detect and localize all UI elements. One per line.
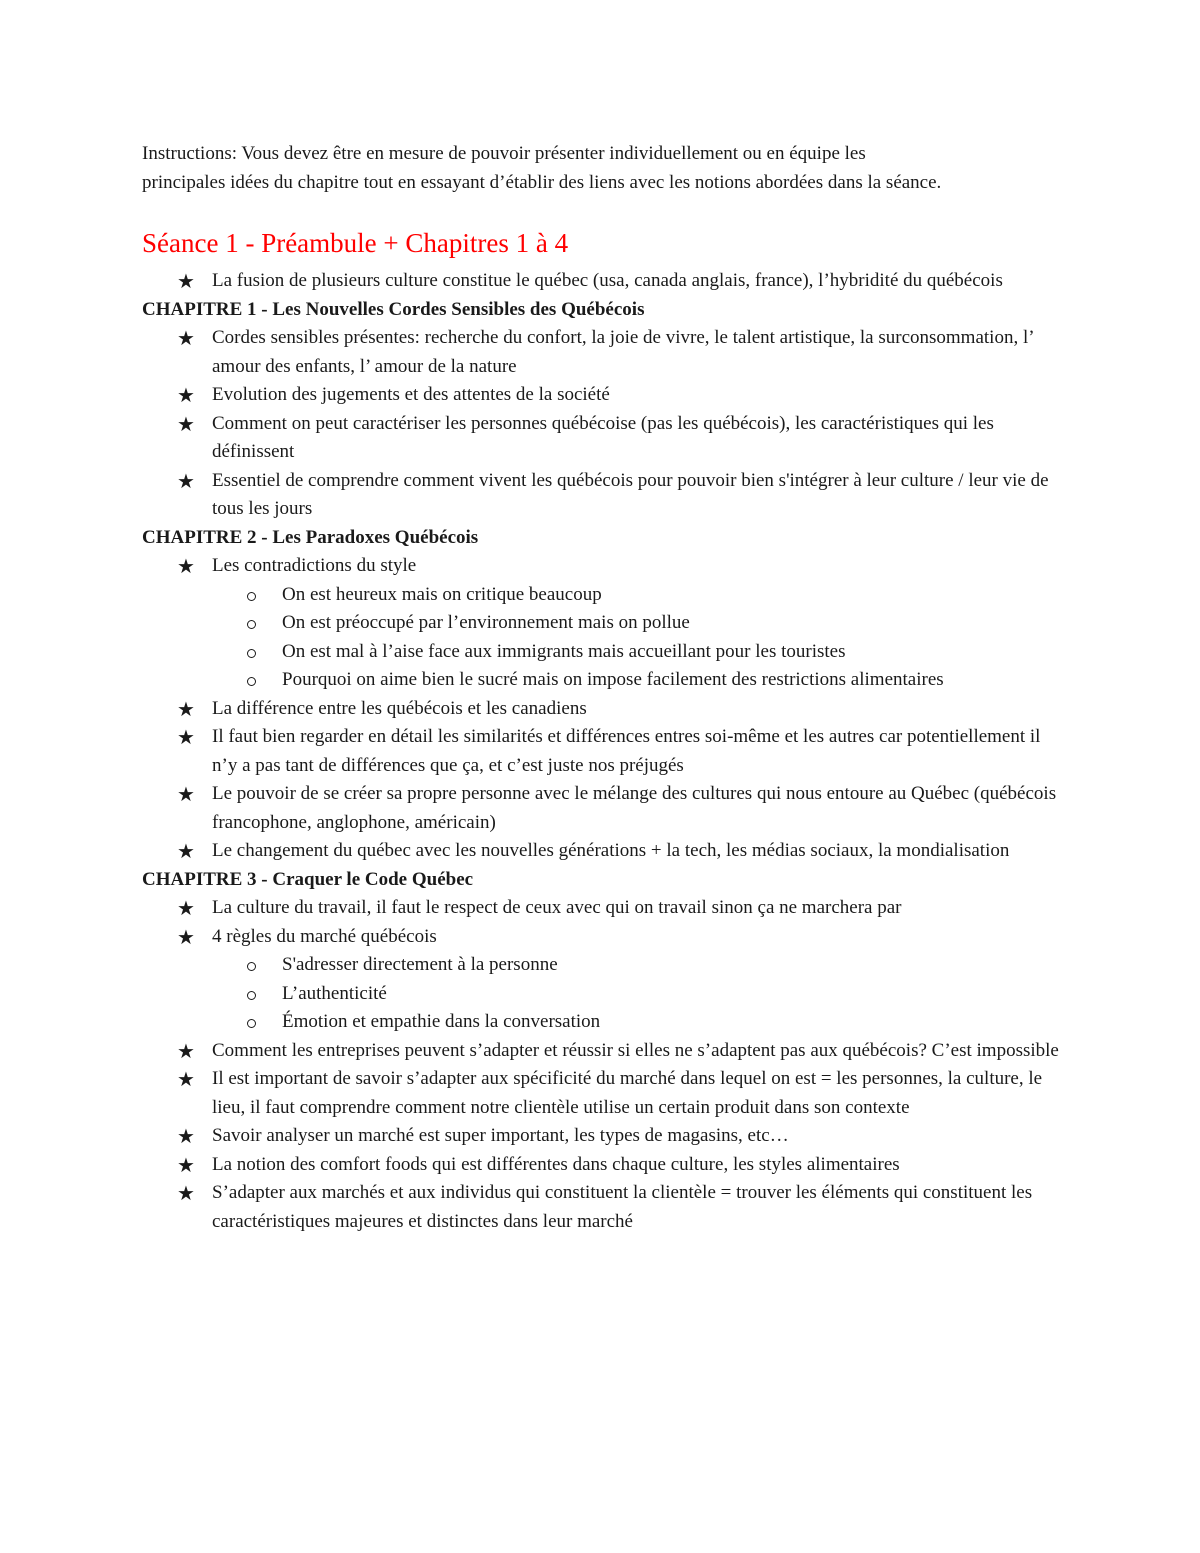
chapter-3-bullet-list bbox=[142, 894, 1062, 1236]
star-bullet-icon: ★ bbox=[177, 326, 195, 350]
star-bullet-icon: ★ bbox=[177, 411, 195, 436]
sub-list-item: Pourquoi on aime bien le sucré mais on impose facilement des restrictions alimentaires bbox=[212, 666, 1062, 695]
sub-list-item: On est préoccupé par l’environnement mais on pollue bbox=[212, 609, 1062, 638]
list-item: ★ La notion des comfort foods qui est différentes dans chaque culture, les styles alimentaires bbox=[142, 1151, 1062, 1180]
circle-bullet-icon bbox=[247, 962, 256, 971]
star-bullet-icon: ★ bbox=[177, 468, 195, 493]
circle-bullet-icon bbox=[247, 620, 256, 629]
chapter-3-sub-list bbox=[212, 951, 1062, 1037]
star-bullet-icon: ★ bbox=[177, 554, 195, 578]
star-bullet-icon: ★ bbox=[177, 1124, 195, 1148]
star-bullet-icon: ★ bbox=[177, 383, 195, 407]
instructions-paragraph: Instructions: Vous devez être en mesure de pouvoir présenter individuellement ou en équipe les principales idées du chapitre tout en essayant d’établir des liens avec les notions abordées dans la séance. bbox=[142, 143, 942, 193]
document-content bbox=[142, 140, 1062, 1236]
chapter-1-title: CHAPITRE 1 - Les Nouvelles Cordes Sensibles des Québécois bbox=[142, 298, 645, 320]
circle-bullet-icon bbox=[247, 1019, 256, 1028]
chapter-2-bullet-list bbox=[142, 552, 1062, 866]
list-item: ★ Savoir analyser un marché est super important, les types de magasins, etc… bbox=[142, 1122, 1062, 1151]
list-item: ★ S’adapter aux marchés et aux individus qui constituent la clientèle = trouver les éléments qui constituent les caractéristiques majeures et distinctes dans leur marché bbox=[177, 1181, 1033, 1232]
star-bullet-icon: ★ bbox=[177, 1152, 195, 1177]
list-item: ★ Il faut bien regarder en détail les similarités et différences entres soi-même et les autres car potentiellement il n’y a pas tant de différences que ça, et c’est juste nos préjugés bbox=[177, 725, 1041, 776]
list-item: ★ 4 règles du marché québécois S'adresser directement à la personne L’authenticité Émotion et empathie dans la conversation bbox=[142, 923, 1062, 1037]
session-heading: Séance 1 - Préambule + Chapitres 1 à 4 bbox=[142, 228, 569, 258]
sub-list-item: Émotion et empathie dans la conversation bbox=[212, 1008, 1062, 1037]
star-bullet-icon: ★ bbox=[177, 696, 195, 721]
sub-list-item: On est heureux mais on critique beaucoup bbox=[212, 581, 1062, 610]
list-item: ★ La différence entre les québécois et les canadiens bbox=[142, 695, 1062, 724]
list-item: ★ La culture du travail, il faut le respect de ceux avec qui on travail sinon ça ne marchera par bbox=[142, 894, 1062, 923]
circle-bullet-icon bbox=[247, 649, 256, 658]
list-item: ★ Le pouvoir de se créer sa propre personne avec le mélange des cultures qui nous entoure au Québec (québécois francophone, anglophone, américain) bbox=[177, 782, 1057, 833]
chapter-1-bullet-list bbox=[142, 324, 1062, 524]
list-item: ★ Il est important de savoir s’adapter aux spécificité du marché dans lequel on est = les personnes, la culture, le lieu, il faut comprendre comment notre clientèle utilise un certain produit dans son contexte bbox=[177, 1067, 1043, 1118]
star-bullet-icon: ★ bbox=[177, 924, 195, 949]
list-item: ★ Le changement du québec avec les nouvelles générations + la tech, les médias sociaux, la mondialisation bbox=[142, 837, 1062, 866]
list-item: ★ Les contradictions du style On est heureux mais on critique beaucoup On est préoccupé par l’environnement mais on pollue On est mal à l’aise face aux immigrants mais accueillant pour les touristes Pourquoi on aime bien le sucré mais on impose facilement des restrictions alimentaires bbox=[142, 552, 1062, 695]
chapter-2-sub-list bbox=[212, 581, 1062, 695]
intro-bullet-list bbox=[142, 267, 1062, 296]
list-item: ★ Essentiel de comprendre comment vivent les québécois pour pouvoir bien s'intégrer à leur culture / leur vie de tous les jours bbox=[177, 468, 1049, 519]
list-item: ★ Cordes sensibles présentes: recherche du confort, la joie de vivre, le talent artistique, la surconsommation, l’ amour des enfants, l’ amour de la nature bbox=[177, 326, 1034, 377]
star-bullet-icon: ★ bbox=[177, 725, 195, 749]
star-bullet-icon: ★ bbox=[177, 1038, 195, 1063]
list-item: ★ Comment les entreprises peuvent s’adapter et réussir si elles ne s’adaptent pas aux québécois? C’est impossible bbox=[142, 1037, 1062, 1066]
star-bullet-icon: ★ bbox=[177, 782, 195, 806]
circle-bullet-icon bbox=[247, 677, 256, 686]
star-bullet-icon: ★ bbox=[177, 896, 195, 920]
circle-bullet-icon bbox=[247, 991, 256, 1000]
chapter-3-title: CHAPITRE 3 - Craquer le Code Québec bbox=[142, 868, 474, 890]
circle-bullet-icon bbox=[247, 592, 256, 601]
list-item: ★ Comment on peut caractériser les personnes québécoise (pas les québécois), les caractéristiques qui les définissent bbox=[177, 411, 994, 462]
star-bullet-icon: ★ bbox=[177, 1067, 195, 1091]
sub-list-item: S'adresser directement à la personne bbox=[212, 951, 1062, 980]
star-bullet-icon: ★ bbox=[177, 839, 195, 863]
star-bullet-icon: ★ bbox=[177, 1181, 195, 1205]
sub-list-item: L’authenticité bbox=[212, 980, 1062, 1009]
list-item: ★ Evolution des jugements et des attentes de la société bbox=[142, 381, 1062, 410]
star-bullet-icon: ★ bbox=[177, 269, 195, 293]
chapter-2-title: CHAPITRE 2 - Les Paradoxes Québécois bbox=[142, 526, 479, 548]
sub-list-item: On est mal à l’aise face aux immigrants mais accueillant pour les touristes bbox=[212, 638, 1062, 667]
list-item: ★ La fusion de plusieurs culture constitue le québec (usa, canada anglais, france), l’hybridité du québécois bbox=[142, 267, 1062, 296]
